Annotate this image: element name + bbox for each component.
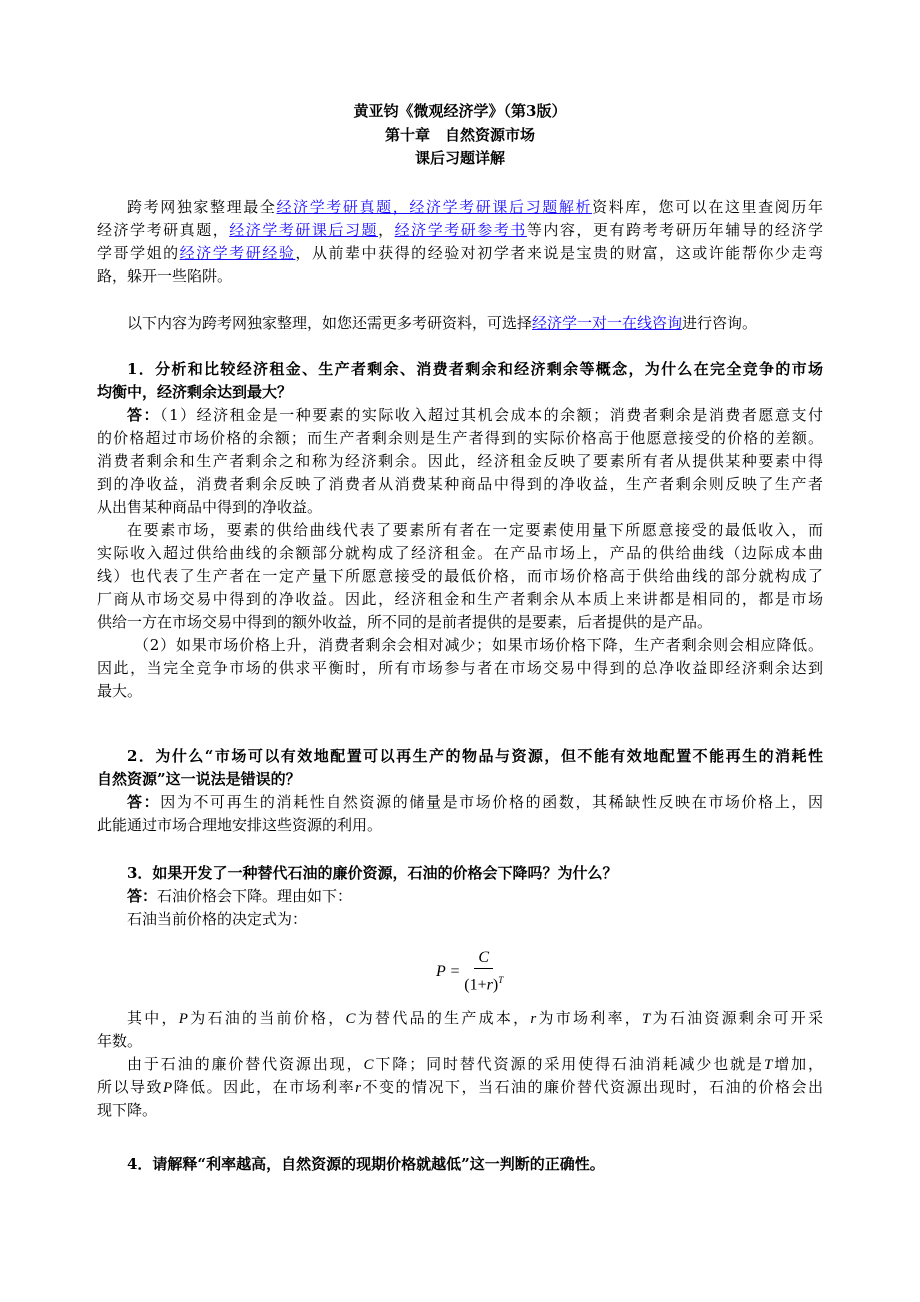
math-variable: r	[530, 1011, 537, 1027]
text-line	[97, 265, 823, 287]
text-segment: 所以导致	[97, 1078, 163, 1096]
text-segment: 从出售某种商品中得到的净收益。	[97, 498, 323, 516]
text-segment: ，	[378, 221, 395, 239]
math-variable: P	[178, 1011, 188, 1027]
text-segment: 路，躲开一些陷阱。	[97, 267, 233, 285]
den-open: (1+	[464, 976, 487, 994]
text-segment: 经济学考研真题，	[97, 221, 230, 239]
text-segment: 降低。因此，在市场利率	[172, 1078, 356, 1096]
text-segment: 消费者剩余和生产者剩余之和称为经济剩余。因此，经济租金反映了要素所有者从提供某种要素中得	[97, 452, 823, 470]
text-line	[97, 542, 823, 564]
text-line	[97, 657, 823, 679]
text-line	[97, 219, 823, 241]
text-line	[127, 312, 823, 334]
bold-text: 答：	[127, 793, 161, 811]
bold-text: 自然资源”这一说法是错误的？	[97, 770, 301, 788]
text-line	[97, 611, 823, 633]
text-segment: 跨考网独家整理最全	[127, 198, 277, 216]
math-variable: P	[163, 1080, 173, 1096]
text-line	[127, 519, 823, 541]
text-segment: 其中，	[127, 1009, 179, 1027]
text-line	[127, 404, 823, 426]
text-line	[97, 1076, 823, 1098]
text-line	[97, 588, 823, 610]
text-line	[127, 196, 823, 218]
bold-text: 答：	[127, 406, 161, 424]
text-segment: 年数。	[97, 1032, 143, 1050]
text-segment: 在要素市场，要素的供给曲线代表了要素所有者在一定要素使用量下所愿意接受的最低收入，而	[127, 521, 823, 539]
text-line	[127, 745, 823, 767]
formula-fraction	[464, 948, 503, 996]
text-line	[97, 565, 823, 587]
text-segment: 学哥学姐的	[97, 244, 180, 262]
bold-text: 4．请解释“利率越高，自然资源的现期价格就越低”这一判断的正确性。	[127, 1155, 605, 1173]
text-segment: 增加，	[772, 1055, 823, 1073]
book-title: 黄亚钧《微观经济学》（第3版）	[353, 102, 567, 120]
text-line	[97, 242, 823, 264]
text-segment: 厂商从市场交易中得到的净收益。因此，经济租金和生产者剩余从本质上来讲都是相同的，都是市场	[97, 590, 823, 608]
den-var: r	[486, 976, 493, 994]
text-line	[134, 634, 823, 656]
chapter-title: 第十章 自然资源市场	[384, 126, 535, 144]
math-variable: r	[355, 1080, 361, 1096]
text-line	[97, 814, 823, 836]
text-line	[97, 427, 823, 449]
text-line	[97, 381, 823, 403]
text-segment: 下降；同时替代资源的采用使得石油消耗减少也就是	[373, 1055, 764, 1073]
text-segment: 进行咨询。	[682, 314, 758, 332]
text-segment: 资料库，您可以在这里查阅历年	[592, 198, 823, 216]
math-variable: C	[345, 1011, 356, 1027]
text-segment: 供给一方在市场交易中得到的额外收益，所不同的是前者提供的是要素，后者提供的是产品。	[97, 613, 713, 631]
text-segment: 因为不可再生的消耗性自然资源的储量是市场价格的函数，其稀缺性反映在市场价格上，因	[160, 793, 823, 811]
text-line	[127, 885, 823, 907]
text-line	[97, 473, 823, 495]
text-line	[127, 791, 823, 813]
text-segment: 实际收入超过供给曲线的余额部分就构成了经济租金。在产品市场上，产品的供给曲线（边际成本曲	[97, 544, 823, 562]
text-segment: 到的净收益，消费者剩余反映了消费者从消费某种商品中得到的净收益，生产者剩余则反映了生产者	[97, 475, 823, 493]
formula-numerator: C	[474, 948, 493, 969]
text-segment: 由于石油的廉价替代资源出现，	[127, 1055, 364, 1073]
text-line	[127, 908, 823, 930]
text-segment: 为石油资源剩余可开采	[650, 1009, 823, 1027]
bold-text: 均衡中，经济剩余达到最大？	[97, 383, 293, 401]
text-line	[97, 768, 823, 790]
text-segment: 为替代品的生产成本，	[355, 1009, 531, 1027]
text-segment: 最大。	[97, 682, 143, 700]
text-segment: 以下内容为跨考网独家整理，如您还需更多考研资料，可选择	[127, 314, 533, 332]
formula-denominator	[464, 969, 503, 996]
text-segment: 因此，当完全竞争市场的供求平衡时，所有市场参与者在市场交易中得到的总净收益即经济剩余达到	[97, 659, 823, 677]
resource-link[interactable]: 经济学一对一在线咨询	[532, 314, 683, 332]
text-line	[97, 680, 823, 702]
text-segment: （2）如果市场价格上升，消费者剩余会相对减少；如果市场价格下降，生产者剩余则会相应降低。	[134, 636, 823, 654]
section-title: 课后习题详解	[414, 149, 505, 167]
text-segment: （1）经济租金是一种要素的实际收入超过其机会成本的余额；消费者剩余是消费者愿意支付	[160, 406, 823, 424]
text-line	[97, 1030, 823, 1052]
text-line	[127, 358, 823, 380]
bold-text: 2．为什么“市场可以有效地配置可以再生产的物品与资源，但不能有效地配置不能再生的消耗性	[127, 747, 823, 765]
text-segment: 为市场利率，	[536, 1009, 643, 1027]
math-variable: C	[363, 1057, 374, 1073]
resource-link[interactable]: 经济学考研参考书	[394, 221, 527, 239]
price-formula	[436, 948, 503, 996]
text-line	[127, 1007, 823, 1029]
bold-text: 1．分析和比较经济租金、生产者剩余、消费者剩余和经济剩余等概念，为什么在完全竞争的市场	[127, 360, 823, 378]
text-segment: 石油当前价格的决定式为：	[127, 910, 308, 928]
text-segment: 等内容，更有跨考考研历年辅导的经济学	[526, 221, 823, 239]
text-segment: ，从前辈中获得的经验对初学者来说是宝贵的财富，这或许能帮你少走弯	[295, 244, 823, 262]
resource-link[interactable]: 经济学考研经验	[179, 244, 296, 262]
math-variable: T	[642, 1011, 651, 1027]
text-line	[127, 1153, 823, 1175]
text-segment: 现下降。	[97, 1101, 158, 1119]
text-line	[127, 862, 823, 884]
den-exponent: T	[498, 974, 504, 985]
den-close: )	[492, 976, 499, 994]
bold-text: 答：	[127, 887, 158, 905]
text-segment: 为石油的当前价格，	[187, 1009, 346, 1027]
text-line	[97, 450, 823, 472]
formula-lhs: P =	[436, 963, 461, 980]
text-line	[97, 1099, 823, 1121]
text-segment: 线）也代表了生产者在一定产量下所愿意接受的最低价格，而市场价格高于供给曲线的部分就构成了	[97, 567, 823, 585]
text-line	[97, 496, 823, 518]
text-segment: 不变的情况下，当石油的廉价替代资源出现时，石油的价格会出	[361, 1078, 823, 1096]
resource-link[interactable]: 经济学考研课后习题	[229, 221, 379, 239]
resource-link[interactable]: 经济学考研真题，经济学考研课后习题解析	[276, 198, 593, 216]
text-line	[127, 1053, 823, 1075]
math-variable: T	[763, 1057, 773, 1073]
text-segment: 石油价格会下降。理由如下：	[157, 887, 353, 905]
bold-text: 3．如果开发了一种替代石油的廉价资源，石油的价格会下降吗？为什么？	[127, 864, 618, 882]
text-segment: 此能通过市场合理地安排这些资源的利用。	[97, 816, 383, 834]
text-segment: 的价格超过市场价格的余额；而生产者剩余则是生产者得到的实际价格高于他愿意接受的价格的差额。	[97, 429, 823, 447]
